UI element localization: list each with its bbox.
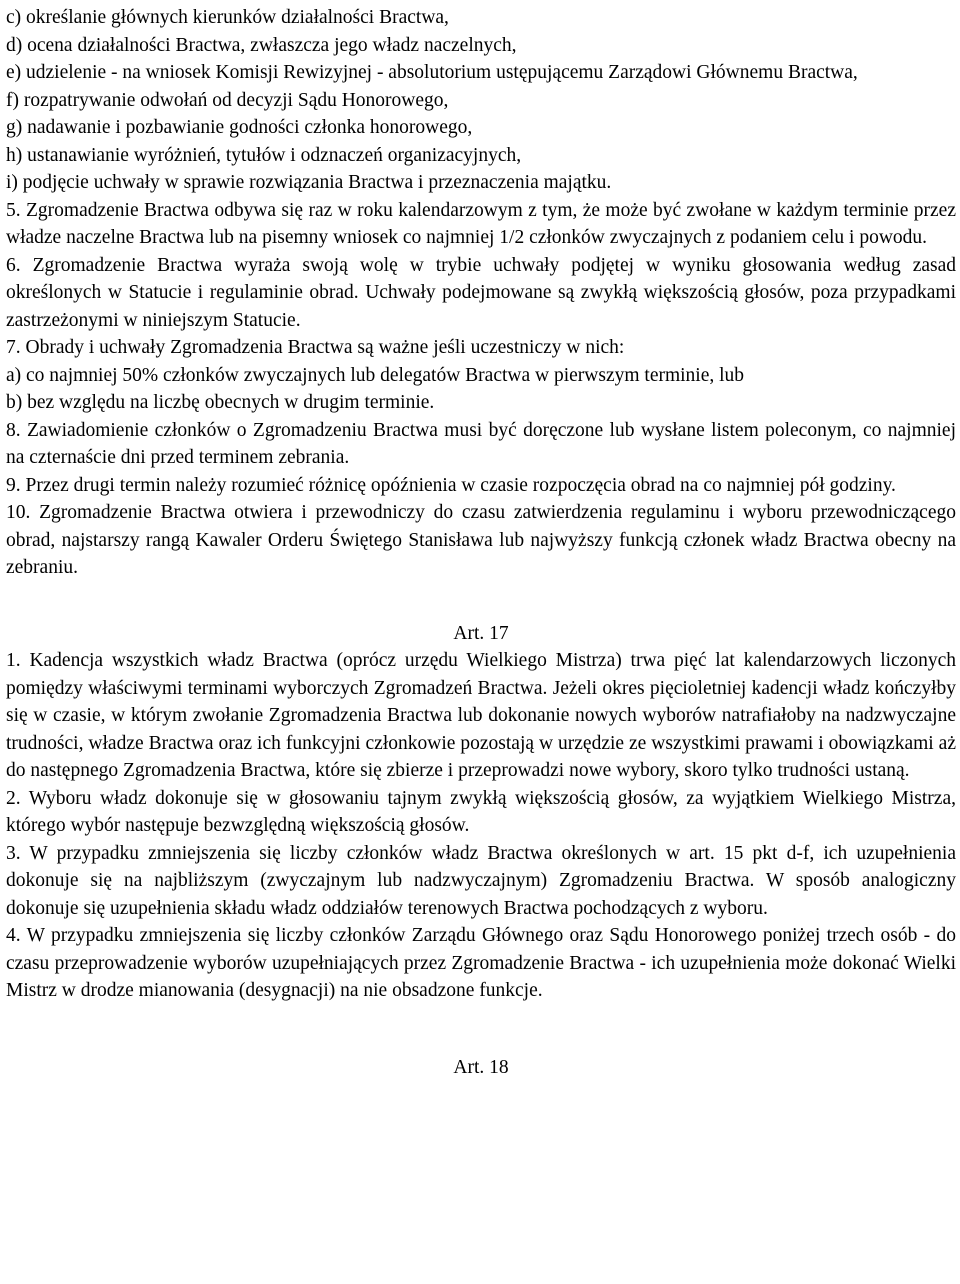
paragraph-9: 9. Przez drugi termin należy rozumieć różnicę opóźnienia w czasie rozpoczęcia obrad na co najmniej pół godziny. <box>6 474 896 496</box>
paragraph-8: 8. Zawiadomienie członków o Zgromadzeniu Bractwa musi być doręczone lub wysłane listem poleconym, co najmniej na czternaście dni przed terminem zebrania. <box>6 419 956 468</box>
spacer <box>6 1005 956 1054</box>
list-item-i: i) podjęcie uchwały w sprawie rozwiązania Bractwa i przeznaczenia majątku. <box>6 172 612 193</box>
paragraph-5: 5. Zgromadzenie Bractwa odbywa się raz w roku kalendarzowym z tym, że może być zwołane w każdym terminie przez władze naczelne Bractwa lub na pisemny wniosek co najmniej 1/2 członków zwyczajnych z podaniem celu i powodu. <box>6 199 956 248</box>
article-17-paragraph-4: 4. W przypadku zmniejszenia się liczby członków Zarządu Głównego oraz Sądu Honorowego poniżej trzech osób - do czasu przeprowadzenie wyborów uzupełniających przez Zgromadzenie Bractwa - ich uzupełnienia może dokonać Wielki Mistrz w drodze mianowania (desygnacji) na nie obsadzone funkcje. <box>6 925 956 1001</box>
article-17-paragraph-3: 3. W przypadku zmniejszenia się liczby członków władz Bractwa określonych w art. 15 pkt d-f, ich uzupełnienia dokonuje się na najbliższym (zwyczajnym lub nadzwyczajnym) Zgromadzeniu Bractwa. W sposób analogiczny dokonuje się uzupełnienia składu władz oddziałów terenowych Bractwa pochodzących z wyboru. <box>6 842 956 919</box>
list-item-e: e) udzielenie - na wniosek Komisji Rewizyjnej - absolutorium ustępującemu Zarządowi Głównemu Bractwa, <box>6 62 858 83</box>
paragraph-7a: a) co najmniej 50% członków zwyczajnych lub delegatów Bractwa w pierwszym terminie, lub <box>6 364 745 386</box>
spacer <box>6 582 956 620</box>
list-item-h: h) ustanawianie wyróżnień, tytułów i odznaczeń organizacyjnych, <box>6 144 522 166</box>
article-17-paragraph-1: 1. Kadencja wszystkich władz Bractwa (oprócz urzędu Wielkiego Mistrza) trwa pięć lat kalendarzowych liczonych pomiędzy właściwymi terminami wyborczych Zgromadzeń Bractwa. Jeżeli okres pięcioletniej kadencji władz kończyłby się w czasie, w którym zwołanie Zgromadzenia Bractwa lub dokonanie nowych wyborów natrafiałoby na nadzwyczajne trudności, władze Bractwa oraz ich funkcyjni członkowie pozostają w urzędzie ze wszystkimi prawami i obowiązkami aż do następnego Zgromadzenia Bractwa, które się zbierze i przeprowadzi nowe wybory, skoro tylko trudności ustaną. <box>6 650 956 781</box>
paragraph-7: 7. Obrady i uchwały Zgromadzenia Bractwa są ważne jeśli uczestniczy w nich: <box>6 337 625 358</box>
list-item-c: c) określanie głównych kierunków działalności Bractwa, <box>6 7 449 28</box>
paragraph-7b: b) bez względu na liczbę obecnych w drugim terminie. <box>6 392 435 413</box>
article-17-heading: Art. 17 <box>453 622 509 644</box>
paragraph-6: 6. Zgromadzenie Bractwa wyraża swoją wolę w trybie uchwały podjętej w wyniku głosowania według zasad określonych w Statucie i regulaminie obrad. Uchwały podejmowane są zwykłą większością głosów, poza przypadkami zastrzeżonymi w niniejszym Statucie. <box>6 254 956 331</box>
article-18-heading: Art. 18 <box>453 1056 509 1078</box>
article-17-paragraph-2: 2. Wyboru władz dokonuje się w głosowaniu tajnym zwykłą większością głosów, za wyjątkiem Wielkiego Mistrza, którego wybór następuje bezwzględną większością głosów. <box>6 787 956 836</box>
document-page <box>6 4 956 1081</box>
list-item-f: f) rozpatrywanie odwołań od decyzji Sądu Honorowego, <box>6 89 449 111</box>
paragraph-10: 10. Zgromadzenie Bractwa otwiera i przewodniczy do czasu zatwierdzenia regulaminu i wyboru przewodniczącego obrad, najstarszy rangą Kawaler Orderu Świętego Stanisława lub najwyższy funkcją członek władz Bractwa obecny na zebraniu. <box>6 502 956 578</box>
list-item-d: d) ocena działalności Bractwa, zwłaszcza jego władz naczelnych, <box>6 34 517 56</box>
list-item-g: g) nadawanie i pozbawianie godności członka honorowego, <box>6 117 473 138</box>
